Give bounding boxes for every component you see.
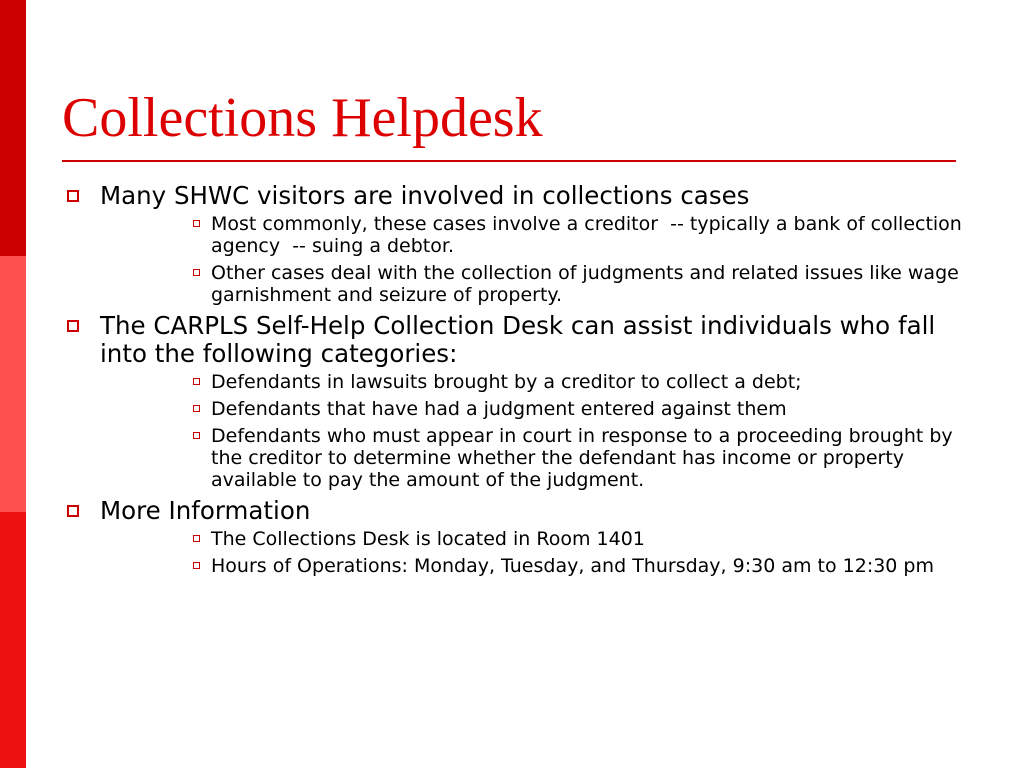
sub-bullet-item <box>189 371 962 393</box>
sub-bullet-text: Most commonly, these cases involve a creditor -- typically a bank of collection agency -- suing a debtor. <box>211 213 968 257</box>
square-bullet-icon <box>193 432 200 439</box>
sub-bullet-list <box>100 528 962 577</box>
square-bullet-icon <box>193 269 200 276</box>
side-accent-bar-top <box>0 0 26 256</box>
bullet-text: More Information <box>100 496 311 525</box>
side-accent-bar-bottom <box>0 512 26 768</box>
sub-bullet-item <box>189 555 962 577</box>
sub-bullet-list <box>100 371 962 491</box>
bullet-text: The CARPLS Self-Help Collection Desk can assist individuals who fall into the following categories: <box>100 311 944 368</box>
square-bullet-icon <box>193 405 200 412</box>
sub-bullet-text: Defendants that have had a judgment entered against them <box>211 398 787 420</box>
sub-bullet-item <box>189 262 965 306</box>
sub-bullet-text: Other cases deal with the collection of judgments and related issues like wage garnishment and seizure of property. <box>211 262 965 306</box>
sub-bullet-text: Hours of Operations: Monday, Tuesday, and Thursday, 9:30 am to 12:30 pm <box>211 555 935 577</box>
title-underline <box>62 160 956 162</box>
bullet-text: Many SHWC visitors are involved in collections cases <box>100 181 750 210</box>
bullet-item <box>62 181 968 306</box>
sub-bullet-text: Defendants who must appear in court in response to a proceeding brought by the creditor to determine whether the defendant has income or property available to pay the amount of the judgment. <box>211 425 959 491</box>
bullet-item <box>62 312 962 491</box>
slide-content <box>62 178 968 582</box>
square-bullet-icon <box>193 562 200 569</box>
square-bullet-icon <box>193 220 200 227</box>
bullet-item <box>62 497 962 577</box>
sub-bullet-item <box>189 425 962 491</box>
sub-bullet-list <box>100 213 968 306</box>
sub-bullet-item <box>189 398 962 420</box>
square-bullet-icon <box>67 505 79 517</box>
sub-bullet-item <box>189 528 962 550</box>
sub-bullet-text: The Collections Desk is located in Room 1401 <box>211 528 645 550</box>
square-bullet-icon <box>193 378 200 385</box>
square-bullet-icon <box>67 190 79 202</box>
sub-bullet-item <box>189 213 968 257</box>
square-bullet-icon <box>67 320 79 332</box>
slide-title: Collections Helpdesk <box>62 87 543 149</box>
sub-bullet-text: Defendants in lawsuits brought by a creditor to collect a debt; <box>211 371 802 393</box>
square-bullet-icon <box>193 535 200 542</box>
side-accent-bar-middle <box>0 256 26 512</box>
